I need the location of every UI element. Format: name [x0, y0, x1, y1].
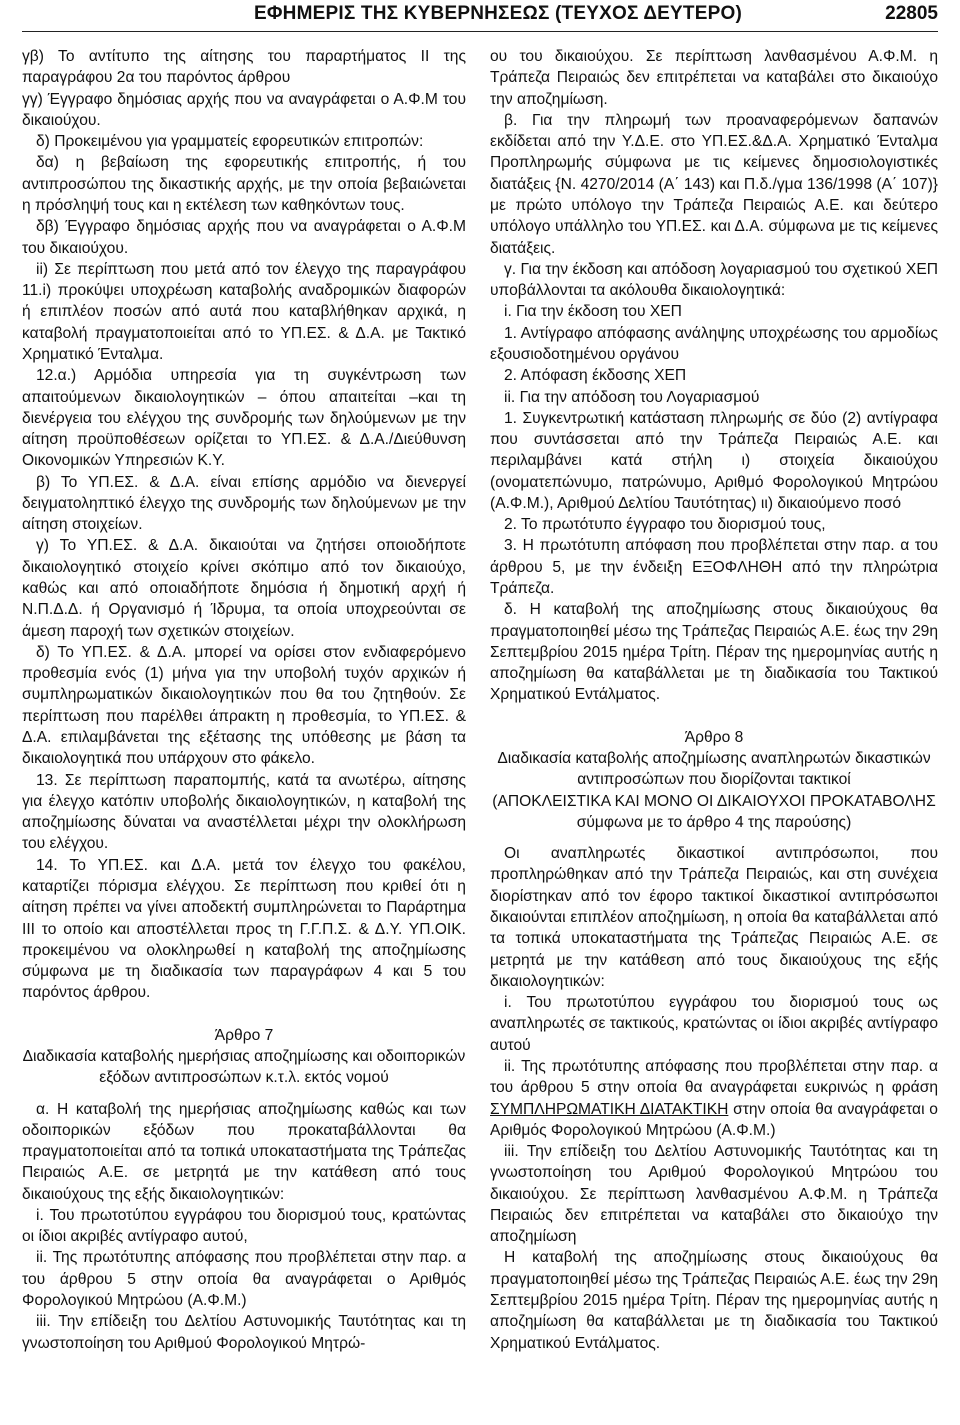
paragraph: ii. Για την απόδοση του Λογαριασμού: [504, 388, 760, 406]
paragraph: ου του δικαιούχου. Σε περίπτωση λανθασμένου Α.Φ.Μ. η Τράπεζα Πειραιώς δεν επιτρέπεται να καταβάλει στο δικαιούχο την αποζημίωση.: [490, 48, 938, 108]
paragraph: γ. Για την έκδοση και απόδοση λογαριασμού του σχετικού ΧΕΠ υποβάλλονται τα ακόλουθα δικαιολογητικά:: [490, 260, 938, 300]
paragraph: δ) Το ΥΠ.ΕΣ. & Δ.Α. μπορεί να ορίσει στον ενδιαφερόμενο προθεσμία ενός (1) μήνα για την υποβολή τυχόν αρχικών ή συμπληρωματικών δικαιολογητικών που θα του ζητηθούν. Σε περίπτωση που παρέλθει άπρακτη η προθεσμία, το ΥΠ.ΕΣ. & Δ.Α. επιλαμβάνεται της εξέτασης της υπόθεσης με βάση τα δικαιολογητικά που υπάρχουν στο φάκελο.: [22, 643, 466, 768]
article-8-heading: Διαδικασία καταβολής αποζημίωσης αναπληρωτών δικαστικών αντιπροσώπων που διορίζονται τακτικοί: [497, 750, 931, 789]
text-run: ii. Της πρωτότυπης απόφασης που προβλέπεται στην παρ. α του άρθρου 5 στην οποία θα αναγράφεται ευκρινώς η φράση: [490, 1057, 938, 1097]
paragraph: β) Το ΥΠ.ΕΣ. & Δ.Α. είναι επίσης αρμόδιο να διενεργεί δειγματοληπτικό έλεγχο της συνδρομής των δηλούμενων με την αίτηση στοιχείων.: [22, 473, 466, 534]
left-column: [22, 46, 466, 1354]
article-7-heading: Διαδικασία καταβολής ημερήσιας αποζημίωσης και οδοιπορικών εξόδων αντιπροσώπων κ.τ.λ. εκτός νομού: [22, 1047, 466, 1087]
article-8-note: σύμφωνα με το άρθρο 4 της παρούσης): [576, 813, 852, 831]
paragraph: 2. Απόφαση έκδοσης ΧΕΠ: [504, 367, 687, 385]
paragraph: β. Για την πληρωμή των προαναφερόμενων δαπανών εκδίδεται από την Υ.Δ.Ε. στο ΥΠ.ΕΣ.&Δ.Α. Χρηματικό Ένταλμα Προπληρωμής σύμφωνα με τις κείμενες δημοσιολογιστικές διατάξεις {Ν. 4270/2014 (Α΄ 143) και Π.δ./γμα 136/1998 (Α΄ 107)} με πρώτο υπόλογο την Τράπεζα Πειραιώς Α.Ε. και δεύτερο υπόλογο υπάλληλο του ΥΠ.ΕΣ. και Δ.Α. σύμφωνα με τις κείμενες διατάξεις.: [490, 111, 938, 257]
paragraph: Οι αναπληρωτές δικαστικοί αντιπρόσωποι, που προπληρώθηκαν από την Τράπεζα Πειραιώς, και στη συνέχεια διορίστηκαν από τον έφορο τακτικοί δικαστικοί αντιπρόσωποι δικαιούνται επιπλέον αποζημίωση, η οποία θα καταβάλλεται από τα τοπικά υποκαταστήματα της Τράπεζας Πειραιώς Α.Ε. σε μετρητά με την κατάθεση από τους δικαιούχους της εξής δικαιολογητικών:: [490, 845, 938, 990]
paragraph: 3. Η πρωτότυπη απόφαση που προβλέπεται στην παρ. α του άρθρου 5, με την ένδειξη ΕΞΟΦΛΗΘΗ από την πληρώτρια Τράπεζα.: [490, 537, 938, 598]
paragraph: δ) Προκειμένου για γραμματείς εφορευτικών επιτροπών:: [36, 133, 424, 151]
article-8-subheading: (ΑΠΟΚΛΕΙΣΤΙΚΑ ΚΑΙ ΜΟΝΟ ΟΙ ΔΙΚΑΙΟΥΧΟΙ ΠΡΟΚΑΤΑΒΟΛΗΣ: [492, 792, 936, 810]
article-7-title: Άρθρο 7: [214, 1026, 274, 1044]
paragraph: [490, 1056, 938, 1141]
right-column: [490, 46, 938, 1354]
paragraph: 13. Σε περίπτωση παραπομπής, κατά τα ανωτέρω, αίτησης για έλεγχο κατόπιν υποβολής δικαιολογητικών, η καταβολή της αποζημίωσης δύναται να αναστέλλεται μέχρι την ολοκλήρωση του ελέγχου.: [22, 771, 466, 853]
paragraph: Η καταβολή της αποζημίωσης στους δικαιούχους θα πραγματοποιηθεί μέσω της Τράπεζας Πειραιώς Α.Ε. έως την 29η Σεπτεμβρίου 2015 ημέρα Τρίτη. Πέραν της ημερομηνίας αυτής η αποζημίωση θα καταβάλλεται με τη διαδικασία του Τακτικού Χρηματικού Εντάλματος.: [490, 1249, 938, 1352]
paragraph: iii. Την επίδειξη του Δελτίου Αστυνομικής Ταυτότητας και τη γνωστοποίηση του Αριθμού Φορολογικού Μητρώου του δικαιούχου. Σε περίπτωση λανθασμένου Α.Φ.Μ. η Τράπεζα Πειραιώς δεν επιτρέπεται να καταβάλει στο δικαιούχο την αποζημίωση: [490, 1143, 938, 1246]
paragraph: δα) η βεβαίωση της εφορευτικής επιτροπής, ή του αντιπροσώπου της δικαστικής αρχής, με την οποία βεβαιώνεται η πρόσληψή τους και η εκτέλεση των καθηκόντων τους.: [22, 154, 466, 214]
paragraph: 14. Το ΥΠ.ΕΣ. και Δ.Α. μετά τον έλεγχο του φακέλου, καταρτίζει πόρισμα ελέγχου. Σε περίπτωση που κριθεί ότι η αίτηση πρέπει να γίνει αποδεκτή συμπληρώνεται το Παράρτημα ΙΙΙ το οποίο και αποστέλλεται προς τη Γ.Γ.Π.Σ. & Δ.Υ. ΥΠ.ΟΙΚ. προκειμένου να ολοκληρωθεί η καταβολή της αποζημίωσης σύμφωνα με τη διαδικασία των παραγράφων 4 και 5 του παρόντος άρθρου.: [22, 856, 466, 1002]
header-rule: [22, 31, 938, 32]
underlined-phrase: ΣΥΜΠΛΗΡΩΜΑΤΙΚΗ ΔΙΑΤΑΚΤΙΚΗ: [490, 1100, 729, 1118]
article-8-title: Άρθρο 8: [684, 728, 744, 746]
paragraph: δβ) Έγγραφο δημόσιας αρχής που να αναγράφεται ο Α.Φ.Μ του δικαιούχου.: [22, 218, 466, 257]
paragraph: 12.α.) Αρμόδια υπηρεσία για τη συγκέντρωση των απαιτούμενων δικαιολογητικών – όπου απαιτείται –και τη διενέργεια του ελέγχου της συνδρομής των δηλούμενων με την αίτηση προϋποθέσεων ορίζεται το ΥΠ.ΕΣ. & Δ.Α./Διεύθυνση Οικονομικών Υπηρεσιών Κ.Υ.: [22, 367, 466, 470]
paragraph: δ. Η καταβολή της αποζημίωσης στους δικαιούχους θα πραγματοποιηθεί μέσω της Τράπεζας Πειραιώς Α.Ε. έως την 29η Σεπτεμβρίου 2015 ημέρα Τρίτη. Πέραν της ημερομηνίας αυτής η αποζημίωση θα καταβάλλεται με τη διαδικασία του Τακτικού Χρηματικού Εντάλματος.: [490, 601, 938, 704]
paragraph: ii) Σε περίπτωση που μετά από τον έλεγχο της παραγράφου 11.i) προκύψει υποχρέωση καταβολής αναδρομικών διαφορών ή επιπλέον ποσών από αυτά που καταβλήθηκαν αρχικά, η καταβολή πραγματοποιείται από το ΥΠ.ΕΣ. & Δ.Α. με Τακτικό Χρηματικό Ένταλμα.: [22, 260, 466, 363]
paragraph: i. Του πρωτοτύπου εγγράφου του διορισμού τους, κρατώντας οι ίδιοι ακριβές αντίγραφο αυτού,: [22, 1206, 466, 1246]
paragraph: 1. Συγκεντρωτική κατάσταση πληρωμής σε δύο (2) αντίγραφα που συντάσσεται από την Τράπεζα Πειραιώς Α.Ε. και περιλαμβάνει κατά στήλη ι) στοιχεία δικαιούχου (ονοματεπώνυμο, πατρώνυμο, Αριθμό Φορολογικού Μητρώου (Α.Φ.Μ.), Αριθμού Δελτίου Ταυτότητας) ιι) δικαιούμενο ποσό: [490, 409, 938, 512]
paragraph: γγ) Έγγραφο δημόσιας αρχής που να αναγράφεται ο Α.Φ.Μ του δικαιούχου.: [22, 90, 466, 129]
paragraph: 1. Αντίγραφο απόφασης ανάληψης υποχρέωσης του αρμοδίως εξουσιοδοτημένου οργάνου: [490, 324, 938, 363]
gazette-title: ΕΦΗΜΕΡΙΣ ΤΗΣ ΚΥΒΕΡΝΗΣΕΩΣ (ΤΕΥΧΟΣ ΔΕΥΤΕΡΟ): [254, 3, 742, 24]
paragraph: 2. Το πρωτότυπο έγγραφο του διορισμού τους,: [504, 516, 826, 534]
page-number: 22805: [885, 3, 938, 24]
page-header: [22, 0, 938, 34]
paragraph: ii. Της πρωτότυπης απόφασης που προβλέπεται στην παρ. α του άρθρου 5 στην οποία θα αναγράφεται ο Αριθμός Φορολογικού Μητρώου (Α.Φ.Μ.): [22, 1249, 466, 1310]
paragraph: α. Η καταβολή της ημερήσιας αποζημίωσης καθώς και των οδοιπορικών εξόδων που προκαταβάλλονται θα πραγματοποιείται από τα τοπικά υποκαταστήματα της Τράπεζας Πειραιώς Α.Ε. σε μετρητά με την κατάθεση από τους δικαιούχους της εξής δικαιολογητικών:: [22, 1100, 466, 1203]
paragraph: i. Του πρωτοτύπου εγγράφου του διορισμού τους ως αναπληρωτές σε τακτικούς, κρατώντας οι ίδιοι ακριβές αντίγραφο αυτού: [490, 994, 938, 1054]
paragraph: γβ) Το αντίτυπο της αίτησης του παραρτήματος ΙΙ της παραγράφου 2α του παρόντος άρθρου: [22, 48, 466, 87]
paragraph: γ) Το ΥΠ.ΕΣ. & Δ.Α. δικαιούται να ζητήσει οποιοδήποτε δικαιολογητικό στοιχείο κρίνει σκόπιμο από τον δικαιούχο, καθώς και από οποιαδήποτε δημόσια ή δημοτική αρχή ή Ν.Π.Δ.Δ. ή Οργανισμό ή Ίδρυμα, τα οποία υποχρεούνται σε άμεση παροχή των σχετικών στοιχείων.: [22, 537, 466, 640]
paragraph: iii. Την επίδειξη του Δελτίου Αστυνομικής Ταυτότητας και τη γνωστοποίηση του Αριθμού Φορολογικού Μητρώ-: [22, 1313, 466, 1352]
text-run: στην οποία θα αναγράφεται ο Αριθμός Φορολογικού Μητρώου (Α.Φ.Μ.): [490, 1100, 938, 1139]
paragraph: i. Για την έκδοση του ΧΕΠ: [504, 303, 682, 321]
